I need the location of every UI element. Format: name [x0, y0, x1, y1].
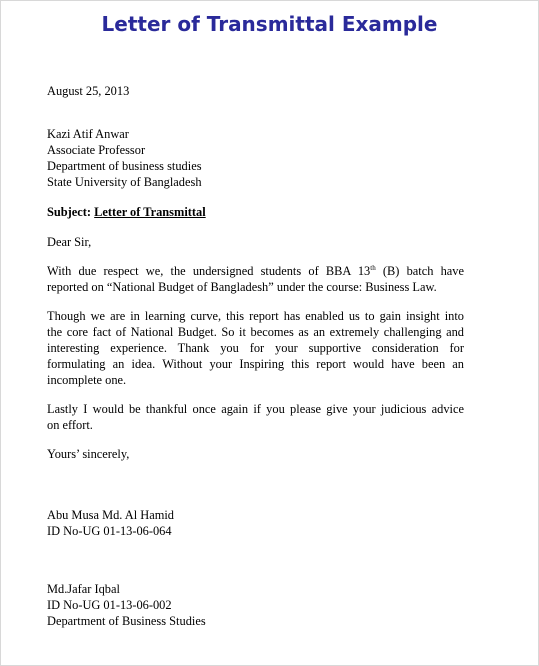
recipient-department: Department of business studies	[47, 159, 202, 173]
paragraph-3-line: Lastly I would be thankful once again if you please give your judicious advice	[47, 402, 464, 416]
paragraph-1-line	[47, 263, 464, 279]
signer-department: Department of Business Studies	[47, 614, 206, 628]
signer-name: Abu Musa Md. Al Hamid	[47, 508, 175, 522]
salutation: Dear Sir,	[47, 235, 92, 249]
paragraph-2-line: incomplete one.	[47, 373, 127, 387]
paragraph-1-text-b: (B) batch have	[375, 264, 464, 278]
signer-2	[47, 581, 464, 629]
recipient-title: Associate Professor	[47, 143, 146, 157]
paragraph-1	[47, 263, 464, 295]
paragraph-2-line: interesting experience. Thank you for your supportive consideration for	[47, 341, 464, 355]
paragraph-2-line: formulating an idea. Without your Inspiring this report would have been an	[47, 357, 464, 371]
closing: Yours’ sincerely,	[47, 447, 130, 461]
letter-body	[47, 83, 464, 629]
paragraph-1-text-a: With due respect we, the undersigned students of BBA 13	[47, 264, 371, 278]
signer-id: ID No-UG 01-13-06-064	[47, 524, 172, 538]
signer-name: Md.Jafar Iqbal	[47, 582, 120, 596]
subject-line	[47, 204, 464, 220]
paragraph-1-line: reported on “National Budget of Bangladesh” under the course: Business Law.	[47, 280, 437, 294]
signer-1	[47, 507, 464, 539]
paragraph-3-line: on effort.	[47, 418, 93, 432]
subject-label: Subject:	[47, 205, 92, 219]
subject-value: Letter of Transmittal	[94, 205, 206, 219]
recipient-name: Kazi Atif Anwar	[47, 127, 129, 141]
recipient-institution: State University of Bangladesh	[47, 175, 202, 189]
ordinal-suffix: th	[370, 264, 376, 272]
signer-id: ID No-UG 01-13-06-002	[47, 598, 172, 612]
letter-date: August 25, 2013	[47, 84, 130, 98]
paragraph-2	[47, 308, 464, 388]
paragraph-2-line: the core fact of National Budget. So it becomes as an extremely challenging and	[47, 325, 464, 339]
paragraph-3	[47, 401, 464, 433]
paragraph-2-line: Though we are in learning curve, this report has enabled us to gain insight into	[47, 309, 464, 323]
recipient-block	[47, 126, 464, 190]
page-title: Letter of Transmittal Example	[101, 12, 438, 36]
